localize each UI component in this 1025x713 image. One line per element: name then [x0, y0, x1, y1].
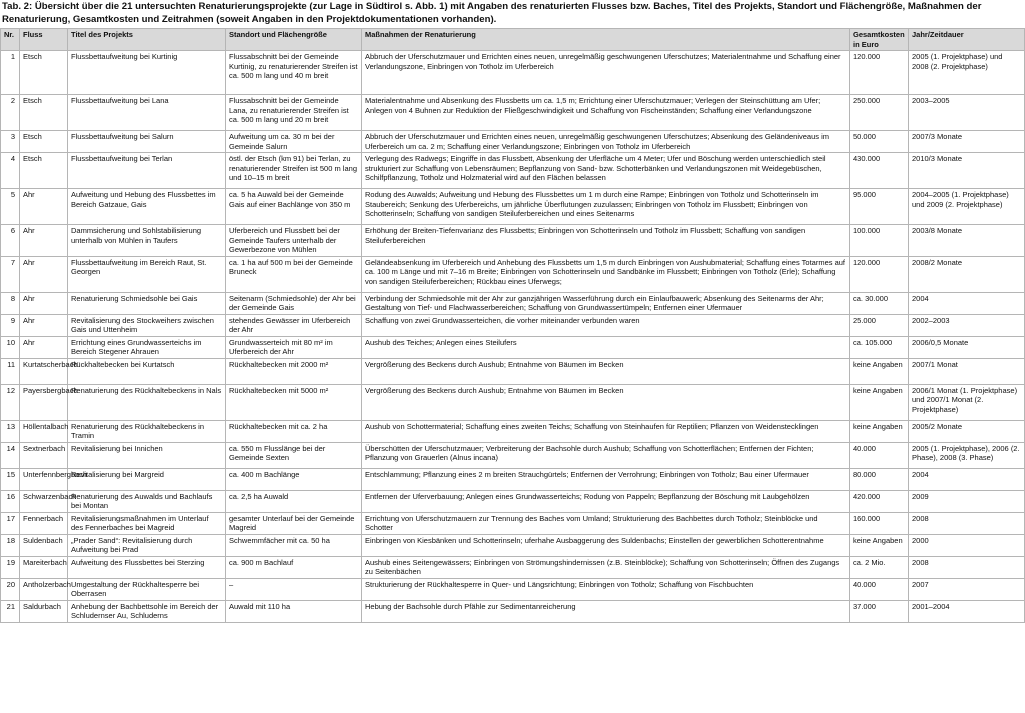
- cell-nr: 2: [1, 95, 20, 131]
- cell-nr: 19: [1, 556, 20, 578]
- cell-standort: Flussabschnitt bei der Gemeinde Kurtinig, zu renaturierender Streifen ist ca. 500 m lang und 40 m breit: [226, 51, 362, 95]
- header-kosten: Gesamtkosten in Euro: [850, 29, 909, 51]
- cell-nr: 12: [1, 384, 20, 420]
- cell-standort: Grundwasserteich mit 80 m² im Uferbereich der Ahr: [226, 336, 362, 358]
- cell-fluss: Ahr: [20, 256, 68, 292]
- cell-kosten: ca. 105.000: [850, 336, 909, 358]
- cell-massnahmen: Rodung des Auwalds; Aufweitung und Hebung des Flussbettes um 1 m durch eine Rampe; Einbringen von Totholz und Schotterinseln im Staubereich; Senkung des Uferbereichs, um jährliche Überflutungen zuzulassen; Einbringen von Totholz im Flussbett; Einbringen von Schotterinseln; Schaffung von sandigen Steiluferbereichen und eines Seitenarms: [362, 189, 850, 225]
- cell-massnahmen: Abbruch der Uferschutzmauer und Errichten eines neuen, unregelmäßig geschwungenen Uferschutzes; Absenkung des Geländeniveaus im Uferbereich um ca. 2 m; Schaffung einer Verlandungszone; Einbringen von Totholz im Uferbereich: [362, 131, 850, 153]
- cell-standort: ca. 5 ha Auwald bei der Gemeinde Gais auf einer Bachlänge von 350 m: [226, 189, 362, 225]
- cell-titel: Renaturierung des Auwalds und Bachlaufs bei Montan: [68, 490, 226, 512]
- cell-massnahmen: Erhöhung der Breiten-Tiefenvarianz des Flussbetts; Einbringen von Schotterinseln und Totholz im Flussbett; Schaffung von sandigen Steiluferbereichen: [362, 225, 850, 257]
- cell-titel: Errichtung eines Grundwasserteichs im Bereich Stegener Ahrauen: [68, 336, 226, 358]
- header-standort: Standort und Flächengröße: [226, 29, 362, 51]
- cell-jahr: 2008: [909, 512, 1025, 534]
- cell-jahr: 2004: [909, 292, 1025, 314]
- cell-jahr: 2005 (1. Projektphase) und 2008 (2. Projektphase): [909, 51, 1025, 95]
- table-body: [1, 51, 1025, 623]
- cell-nr: 8: [1, 292, 20, 314]
- cell-titel: Flussbettaufweitung bei Terlan: [68, 153, 226, 189]
- cell-standort: Flussabschnitt bei der Gemeinde Lana, zu renaturierender Streifen ist ca. 500 m lang und 20 m breit: [226, 95, 362, 131]
- cell-jahr: 2003/8 Monate: [909, 225, 1025, 257]
- cell-kosten: 40.000: [850, 578, 909, 600]
- table-row: [1, 534, 1025, 556]
- cell-kosten: 25.000: [850, 314, 909, 336]
- cell-jahr: 2006/1 Monat (1. Projektphase) und 2007/1 Monat (2. Projektphase): [909, 384, 1025, 420]
- cell-fluss: Sextnerbach: [20, 442, 68, 468]
- cell-jahr: 2003–2005: [909, 95, 1025, 131]
- cell-kosten: 95.000: [850, 189, 909, 225]
- cell-jahr: 2008/2 Monate: [909, 256, 1025, 292]
- table-row: [1, 358, 1025, 384]
- cell-nr: 16: [1, 490, 20, 512]
- header-nr: Nr.: [1, 29, 20, 51]
- header-jahr: Jahr/Zeitdauer: [909, 29, 1025, 51]
- cell-fluss: Suldenbach: [20, 534, 68, 556]
- cell-kosten: ca. 30.000: [850, 292, 909, 314]
- cell-massnahmen: Einbringen von Kiesbänken und Schotterinseln; uferhahe Ausbaggerung des Suldenbachs; Einstellen der gewerblichen Schotterentnahme: [362, 534, 850, 556]
- cell-nr: 9: [1, 314, 20, 336]
- cell-standort: Rückhaltebecken mit 5000 m²: [226, 384, 362, 420]
- cell-titel: Flussbettaufweitung bei Lana: [68, 95, 226, 131]
- cell-standort: ca. 1 ha auf 500 m bei der Gemeinde Bruneck: [226, 256, 362, 292]
- table-row: [1, 468, 1025, 490]
- cell-nr: 15: [1, 468, 20, 490]
- cell-standort: Rückhaltebecken mit 2000 m²: [226, 358, 362, 384]
- cell-kosten: 160.000: [850, 512, 909, 534]
- cell-fluss: Etsch: [20, 153, 68, 189]
- cell-jahr: 2007/1 Monat: [909, 358, 1025, 384]
- cell-jahr: 2005 (1. Projektphase), 2006 (2. Phase), 2008 (3. Phase): [909, 442, 1025, 468]
- cell-kosten: keine Angaben: [850, 358, 909, 384]
- cell-nr: 6: [1, 225, 20, 257]
- cell-nr: 3: [1, 131, 20, 153]
- table-row: [1, 384, 1025, 420]
- cell-standort: ca. 2,5 ha Auwald: [226, 490, 362, 512]
- cell-titel: Anhebung der Bachbettsohle im Bereich der Schludernser Au, Schluderns: [68, 600, 226, 622]
- cell-nr: 17: [1, 512, 20, 534]
- cell-fluss: Fennerbach: [20, 512, 68, 534]
- cell-nr: 13: [1, 420, 20, 442]
- table-row: [1, 442, 1025, 468]
- cell-kosten: 120.000: [850, 51, 909, 95]
- cell-massnahmen: Überschütten der Uferschutzmauer; Verbreiterung der Bachsohle durch Aushub; Schaffung von Schotterflächen; Entfernen der Fichten; Pflanzung von Grauerlen (Alnus incana): [362, 442, 850, 468]
- cell-massnahmen: Aushub eines Seitengewässers; Einbringen von Strömungshindernissen (z.B. Steinblöcke); Schaffung von Schotterinseln; Öffnen des Zugangs zu Seitenbächen: [362, 556, 850, 578]
- cell-jahr: 2010/3 Monate: [909, 153, 1025, 189]
- cell-massnahmen: Verbindung der Schmiedsohle mit der Ahr zur ganzjährigen Wasserführung durch ein Einlaufbauwerk; Absenkung des Seitenarms der Ahr; Gestaltung von Tief- und Flachwasserbereichen; Schaffung von Grundwassertümpeln; Entfernen einer Ufermauer: [362, 292, 850, 314]
- cell-standort: Schwemmfächer mit ca. 50 ha: [226, 534, 362, 556]
- cell-fluss: Unterfennbergbach: [20, 468, 68, 490]
- cell-jahr: 2005/2 Monate: [909, 420, 1025, 442]
- table-row: [1, 600, 1025, 622]
- cell-massnahmen: Schaffung von zwei Grundwasserteichen, die vorher miteinander verbunden waren: [362, 314, 850, 336]
- cell-jahr: 2002–2003: [909, 314, 1025, 336]
- table-row: [1, 490, 1025, 512]
- cell-massnahmen: Aushub von Schottermaterial; Schaffung eines zweiten Teichs; Schaffung von Steinhaufen für Reptilien; Pflanzen von Weidenstecklingen: [362, 420, 850, 442]
- cell-kosten: keine Angaben: [850, 420, 909, 442]
- cell-titel: Umgestaltung der Rückhaltesperre bei Oberrasen: [68, 578, 226, 600]
- cell-titel: Renaturierung Schmiedsohle bei Gais: [68, 292, 226, 314]
- projects-table: [0, 28, 1025, 623]
- cell-kosten: 100.000: [850, 225, 909, 257]
- header-massnahmen: Maßnahmen der Renaturierung: [362, 29, 850, 51]
- cell-kosten: 40.000: [850, 442, 909, 468]
- cell-jahr: 2004: [909, 468, 1025, 490]
- cell-fluss: Ahr: [20, 292, 68, 314]
- cell-fluss: Ahr: [20, 314, 68, 336]
- table-row: [1, 153, 1025, 189]
- table-row: [1, 256, 1025, 292]
- cell-standort: ca. 550 m Flusslänge bei der Gemeinde Sexten: [226, 442, 362, 468]
- table-row: [1, 95, 1025, 131]
- cell-massnahmen: Abbruch der Uferschutzmauer und Errichten eines neuen, unregelmäßig geschwungenen Uferschutzes; Materialentnahme und Schaffung einer Verlandungszone, Einbringen von Totholz im Uferbereich: [362, 51, 850, 95]
- table-row: [1, 512, 1025, 534]
- cell-jahr: 2001–2004: [909, 600, 1025, 622]
- cell-titel: Flussbettaufweitung bei Kurtinig: [68, 51, 226, 95]
- table-row: [1, 292, 1025, 314]
- cell-kosten: keine Angaben: [850, 534, 909, 556]
- cell-jahr: 2007/3 Monate: [909, 131, 1025, 153]
- table-row: [1, 189, 1025, 225]
- cell-massnahmen: Errichtung von Uferschutzmauern zur Trennung des Baches vom Umland; Strukturierung des Bachbettes durch Totholz; Steinblöcke und Schotter: [362, 512, 850, 534]
- table-row: [1, 51, 1025, 95]
- cell-standort: Seitenarm (Schmiedsohle) der Ahr bei der Gemeinde Gais: [226, 292, 362, 314]
- cell-kosten: 37.000: [850, 600, 909, 622]
- table-row: [1, 336, 1025, 358]
- header-titel: Titel des Projekts: [68, 29, 226, 51]
- cell-massnahmen: Strukturierung der Rückhaltesperre in Quer- und Längsrichtung; Einbringen von Totholz; Schaffung von Fischbuchten: [362, 578, 850, 600]
- cell-fluss: Ahr: [20, 225, 68, 257]
- cell-nr: 4: [1, 153, 20, 189]
- cell-titel: Flussbettaufweitung im Bereich Raut, St. Georgen: [68, 256, 226, 292]
- cell-jahr: 2007: [909, 578, 1025, 600]
- cell-massnahmen: Vergrößerung des Beckens durch Aushub; Entnahme von Bäumen im Becken: [362, 384, 850, 420]
- cell-kosten: 120.000: [850, 256, 909, 292]
- cell-nr: 10: [1, 336, 20, 358]
- cell-nr: 5: [1, 189, 20, 225]
- cell-fluss: Etsch: [20, 131, 68, 153]
- cell-kosten: 50.000: [850, 131, 909, 153]
- cell-nr: 20: [1, 578, 20, 600]
- cell-fluss: Kurtatscherbach: [20, 358, 68, 384]
- table-row: [1, 225, 1025, 257]
- cell-standort: –: [226, 578, 362, 600]
- cell-titel: Renaturierung des Rückhaltebeckens in Nals: [68, 384, 226, 420]
- cell-jahr: 2006/0,5 Monate: [909, 336, 1025, 358]
- table-row: [1, 131, 1025, 153]
- cell-fluss: Saldurbach: [20, 600, 68, 622]
- cell-massnahmen: Entfernen der Uferverbauung; Anlegen eines Grundwasserteichs; Rodung von Pappeln; Bepflanzung der Böschung mit Laubgehölzen: [362, 490, 850, 512]
- cell-titel: Renaturierung des Rückhaltebeckens in Tramin: [68, 420, 226, 442]
- cell-titel: „Prader Sand“: Revitalisierung durch Aufweitung bei Prad: [68, 534, 226, 556]
- cell-massnahmen: Materialentnahme und Absenkung des Flussbetts um ca. 1,5 m; Errichtung einer Uferschutzmauer; Verlegen der Steinschüttung am Ufer; Anlegen von 4 Buhnen zur Reduktion der Fließgeschwindigkeit und Schaffung von Fischeinständen; Schaffung einer Verlandungszone: [362, 95, 850, 131]
- cell-kosten: ca. 2 Mio.: [850, 556, 909, 578]
- table-row: [1, 420, 1025, 442]
- cell-titel: Revitalisierung bei Margreid: [68, 468, 226, 490]
- cell-nr: 21: [1, 600, 20, 622]
- table-row: [1, 314, 1025, 336]
- cell-nr: 7: [1, 256, 20, 292]
- cell-standort: Aufweitung um ca. 30 m bei der Gemeinde Salurn: [226, 131, 362, 153]
- table-caption: Tab. 2: Übersicht über die 21 untersuchten Renaturierungsprojekte (zur Lage in Südtirol s. Abb. 1) mit Angaben des renaturierten Flusses bzw. Baches, Titel des Projekts, Standort und Flächengröße, Maßnahmen der Renaturierung, Gesamtkosten und Zeitrahmen (soweit Angaben in den Projektdokumentationen vorhanden).: [2, 1, 982, 25]
- cell-titel: Revitalisierungsmaßnahmen im Unterlauf des Fennerbaches bei Magreid: [68, 512, 226, 534]
- cell-nr: 14: [1, 442, 20, 468]
- cell-standort: stehendes Gewässer im Uferbereich der Ahr: [226, 314, 362, 336]
- cell-kosten: 250.000: [850, 95, 909, 131]
- cell-fluss: Etsch: [20, 95, 68, 131]
- cell-standort: Rückhaltebecken mit ca. 2 ha: [226, 420, 362, 442]
- cell-nr: 11: [1, 358, 20, 384]
- cell-fluss: Etsch: [20, 51, 68, 95]
- cell-jahr: 2009: [909, 490, 1025, 512]
- header-fluss: Fluss: [20, 29, 68, 51]
- cell-jahr: 2004–2005 (1. Projektphase) und 2009 (2. Projektphase): [909, 189, 1025, 225]
- table-row: [1, 578, 1025, 600]
- cell-standort: gesamter Unterlauf bei der Gemeinde Magreid: [226, 512, 362, 534]
- cell-fluss: Höllentalbach: [20, 420, 68, 442]
- cell-standort: Auwald mit 110 ha: [226, 600, 362, 622]
- cell-fluss: Antholzerbach: [20, 578, 68, 600]
- header-row: [1, 29, 1025, 51]
- cell-fluss: Mareiterbach: [20, 556, 68, 578]
- cell-titel: Flussbettaufweitung bei Salurn: [68, 131, 226, 153]
- cell-kosten: keine Angaben: [850, 384, 909, 420]
- cell-titel: Dammsicherung und Sohlstabilisierung unterhalb von Mühlen in Taufers: [68, 225, 226, 257]
- cell-standort: ca. 400 m Bachlänge: [226, 468, 362, 490]
- cell-fluss: Ahr: [20, 189, 68, 225]
- cell-nr: 18: [1, 534, 20, 556]
- cell-titel: Revitalisierung bei Innichen: [68, 442, 226, 468]
- cell-massnahmen: Vergrößerung des Beckens durch Aushub; Entnahme von Bäumen im Becken: [362, 358, 850, 384]
- table-row: [1, 556, 1025, 578]
- cell-standort: östl. der Etsch (km 91) bei Terlan, zu renaturierender Streifen ist 500 m lang und 10–15 m breit: [226, 153, 362, 189]
- cell-massnahmen: Verlegung des Radwegs; Eingriffe in das Flussbett, Absenkung der Uferfläche um 4 Meter; Ufer und Böschung werden unterschiedlich steil strukturiert zur Schaffung von Lebensräumen; Bepflanzung von Sand- bzw. Schotterbänken und Verlandungszonen mit Weidegebüschen, Schilfpflanzung, Totholz und Holzmaterial wird auf den Flächen belassen: [362, 153, 850, 189]
- cell-massnahmen: Aushub des Teiches; Anlegen eines Steilufers: [362, 336, 850, 358]
- cell-titel: Aufweitung und Hebung des Flussbettes im Bereich Gatzaue, Gais: [68, 189, 226, 225]
- cell-titel: Aufweitung des Flussbettes bei Sterzing: [68, 556, 226, 578]
- cell-standort: Uferbereich und Flussbett bei der Gemeinde Taufers unterhalb der Gewerbezone von Mühlen: [226, 225, 362, 257]
- cell-fluss: Schwarzenbach: [20, 490, 68, 512]
- cell-jahr: 2000: [909, 534, 1025, 556]
- cell-massnahmen: Hebung der Bachsohle durch Pfähle zur Sedimentanreicherung: [362, 600, 850, 622]
- cell-titel: Revitalisierung des Stockweihers zwischen Gais und Uttenheim: [68, 314, 226, 336]
- cell-fluss: Payersbergbach: [20, 384, 68, 420]
- cell-titel: Rückhaltebecken bei Kurtatsch: [68, 358, 226, 384]
- cell-standort: ca. 900 m Bachlauf: [226, 556, 362, 578]
- cell-kosten: 80.000: [850, 468, 909, 490]
- cell-massnahmen: Entschlammung; Pflanzung eines 2 m breiten Strauchgürtels; Entfernen der Verrohrung; Einbringen von Totholz; Bau einer Ufermauer: [362, 468, 850, 490]
- table-header: [1, 29, 1025, 51]
- cell-kosten: 420.000: [850, 490, 909, 512]
- cell-nr: 1: [1, 51, 20, 95]
- cell-jahr: 2008: [909, 556, 1025, 578]
- cell-massnahmen: Geländeabsenkung im Uferbereich und Anhebung des Flussbetts um 1,5 m durch Einbringen von Aushubmaterial; Schaffung eines Totarmes auf ca. 100 m Länge und mit 7–16 m Breite; Einbringen von Schotterinseln und Sandbänke im Flussbett; Einbringen von Totholz (Erle); Schaffung von sandigen Steiluferbereichen; Rückbau eines Uferwegs;: [362, 256, 850, 292]
- cell-fluss: Ahr: [20, 336, 68, 358]
- cell-kosten: 430.000: [850, 153, 909, 189]
